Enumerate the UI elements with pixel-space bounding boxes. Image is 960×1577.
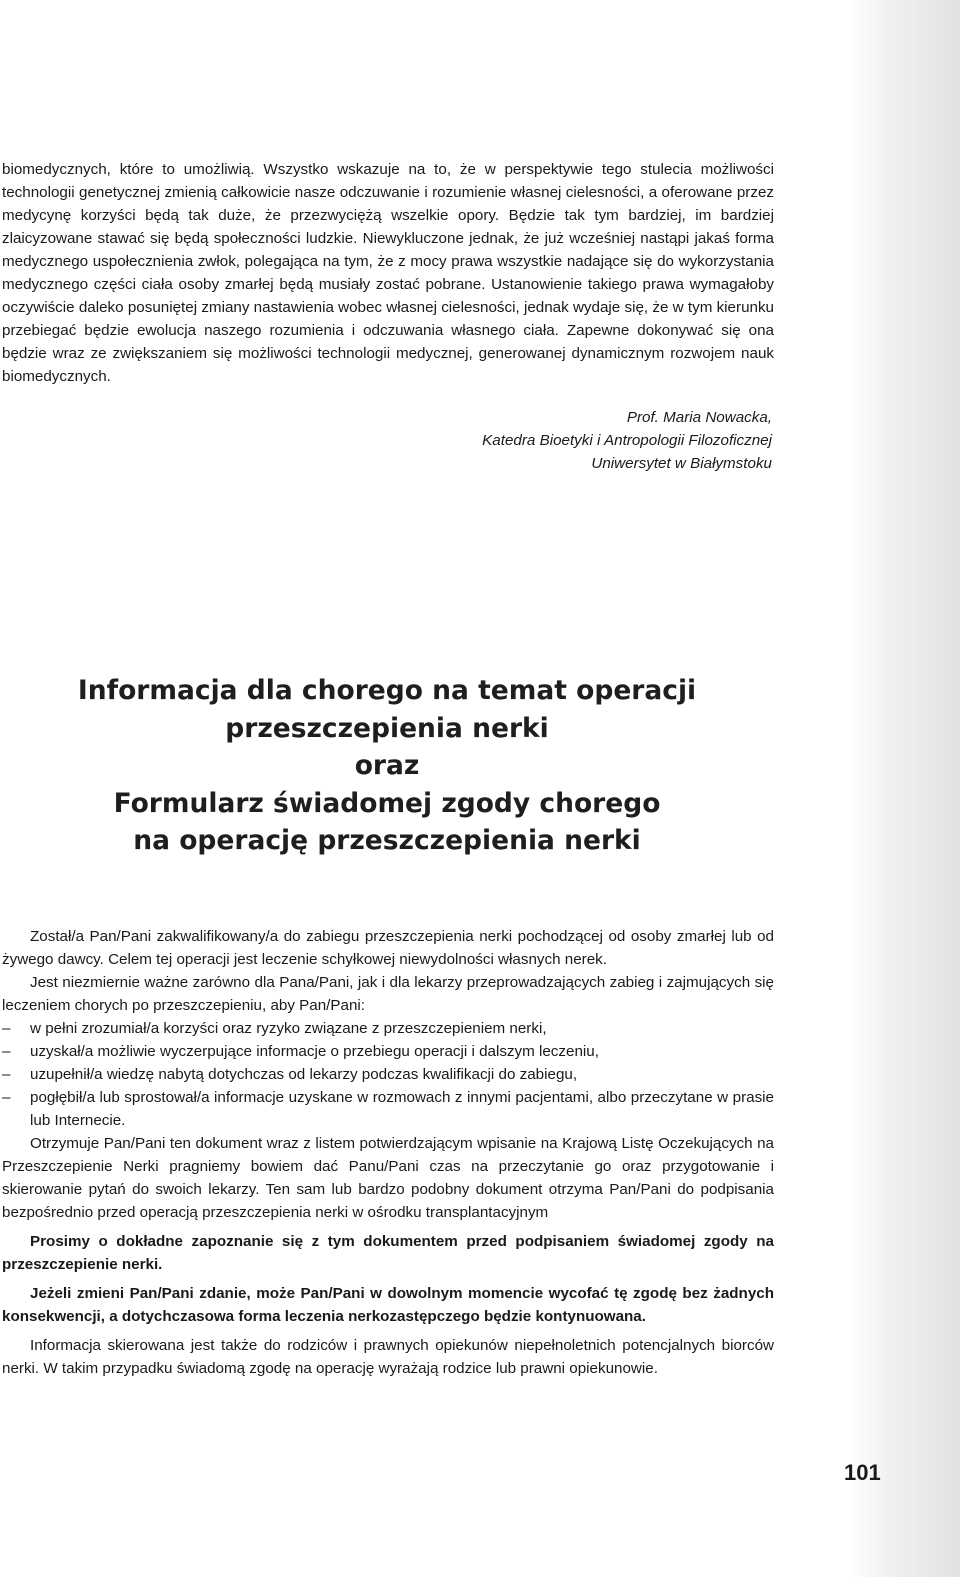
page-number: 101	[844, 1460, 881, 1485]
dash-bullet: –	[2, 1020, 11, 1037]
list-item-text: uzupełnił/a wiedzę nabytą dotychczas od lekarzy podczas kwalifikacji do zabiegu,	[30, 1066, 578, 1083]
title-line-2: przeszczepienia nerki	[225, 712, 549, 744]
document-receipt-paragraph: Otrzymuje Pan/Pani ten dokument wraz z listem potwierdzającym wpisanie na Krajową Listę Oczekujących na Przeszczepienie Nerki pragniemy bowiem dać Panu/Pani czas na przeczytanie go oraz przygotowanie i skierowanie pytań do swoich lekarzy. Ten sam lub bardzo podobny dokument otrzyma Pan/Pani do podpisania bezpośrednio przed operacją przeszczepienia nerki w ośrodku transplantacyjnym	[2, 1135, 774, 1221]
list-item	[2, 1040, 774, 1063]
dash-bullet: –	[2, 1089, 11, 1106]
list-item	[2, 1017, 774, 1040]
dash-bullet: –	[2, 1043, 11, 1060]
author-university: Uniwersytet w Białymstoku	[591, 455, 772, 472]
list-item	[2, 1063, 774, 1086]
list-item-text: w pełni zrozumiał/a korzyści oraz ryzyko związane z przeszczepieniem nerki,	[30, 1020, 547, 1037]
qualification-paragraph: Został/a Pan/Pani zakwalifikowany/a do zabiegu przeszczepienia nerki pochodzącej od osoby zmarłej lub od żywego dawcy. Celem tej operacji jest leczenie schyłkowej niewydolności własnych nerek.	[2, 928, 774, 968]
author-name: Prof. Maria Nowacka,	[626, 409, 772, 426]
read-carefully-notice: Prosimy o dokładne zapoznanie się z tym dokumentem przed podpisaniem świadomej zgody na przeszczepienie nerki.	[2, 1233, 774, 1273]
title-line-5: na operację przeszczepienia nerki	[133, 825, 641, 856]
importance-paragraph: Jest niezmiernie ważne zarówno dla Pana/Pani, jak i dla lekarzy przeprowadzających zabieg i zajmujących się leczeniem chorych po przeszczepieniu, aby Pan/Pani:	[2, 974, 774, 1014]
guardians-paragraph: Informacja skierowana jest także do rodziców i prawnych opiekunów niepełnoletnich potencjalnych biorców nerki. W takim przypadku świadomą zgodę na operację wyrażają rodzice lub prawni opiekunowie.	[2, 1337, 774, 1377]
list-item-text: pogłębił/a lub sprostował/a informacje uzyskane w rozmowach z innymi pacjentami, albo przeczytane w prasie lub Internecie.	[30, 1089, 774, 1129]
information-section	[2, 925, 774, 1380]
title-line-1: Informacja dla chorego na temat operacji	[77, 675, 697, 706]
author-department: Katedra Bioetyki i Antropologii Filozoficznej	[482, 432, 772, 449]
withdraw-consent-notice: Jeżeli zmieni Pan/Pani zdanie, może Pan/Pani w dowolnym momencie wycofać tę zgodę bez żadnych konsekwencji, a dotychczasowa forma leczenia nerkozastępczego będzie kontynuowana.	[2, 1285, 774, 1325]
author-signature	[272, 406, 772, 475]
intro-section	[2, 158, 774, 388]
patient-goals-list	[2, 1017, 774, 1132]
document-title	[0, 672, 774, 860]
intro-paragraph: biomedycznych, które to umożliwią. Wszystko wskazuje na to, że w perspektywie tego stulecia możliwości technologii genetycznej zmienią całkowicie nasze odczuwanie i rozumienie własnej cielesności, a oferowane przez medycynę korzyści będą tak duże, że przezwyciężą wszelkie opory. Będzie tak tym bardziej, im bardziej zlaicyzowane stawać się będą społeczności ludzkie. Niewykluczone jednak, że już wcześniej nastąpi jakaś forma medycznego uspołecznienia zwłok, polegająca na tym, że z mocy prawa wszystkie nadające się do wykorzystania medycznego części ciała osoby zmarłej będą musiały zostać pobrane. Ustanowienie takiego prawa wymagałoby oczywiście daleko posuniętej zmiany nastawienia wobec własnej cielesności, jednak wydaje się, że w tym kierunku przebiegać będzie ewolucja naszego rozumienia i odczuwania własnego ciała. Zapewne dokonywać się ona będzie wraz ze zwiększaniem się możliwości technologii medycznej, generowanej dynamicznym rozwojem nauk biomedycznych.	[2, 161, 774, 385]
dash-bullet: –	[2, 1066, 11, 1083]
title-line-3: oraz	[354, 750, 420, 781]
title-line-4: Formularz świadomej zgody chorego	[113, 787, 661, 819]
list-item	[2, 1086, 774, 1132]
list-item-text: uzyskał/a możliwie wyczerpujące informacje o przebiegu operacji i dalszym leczeniu,	[30, 1043, 599, 1060]
